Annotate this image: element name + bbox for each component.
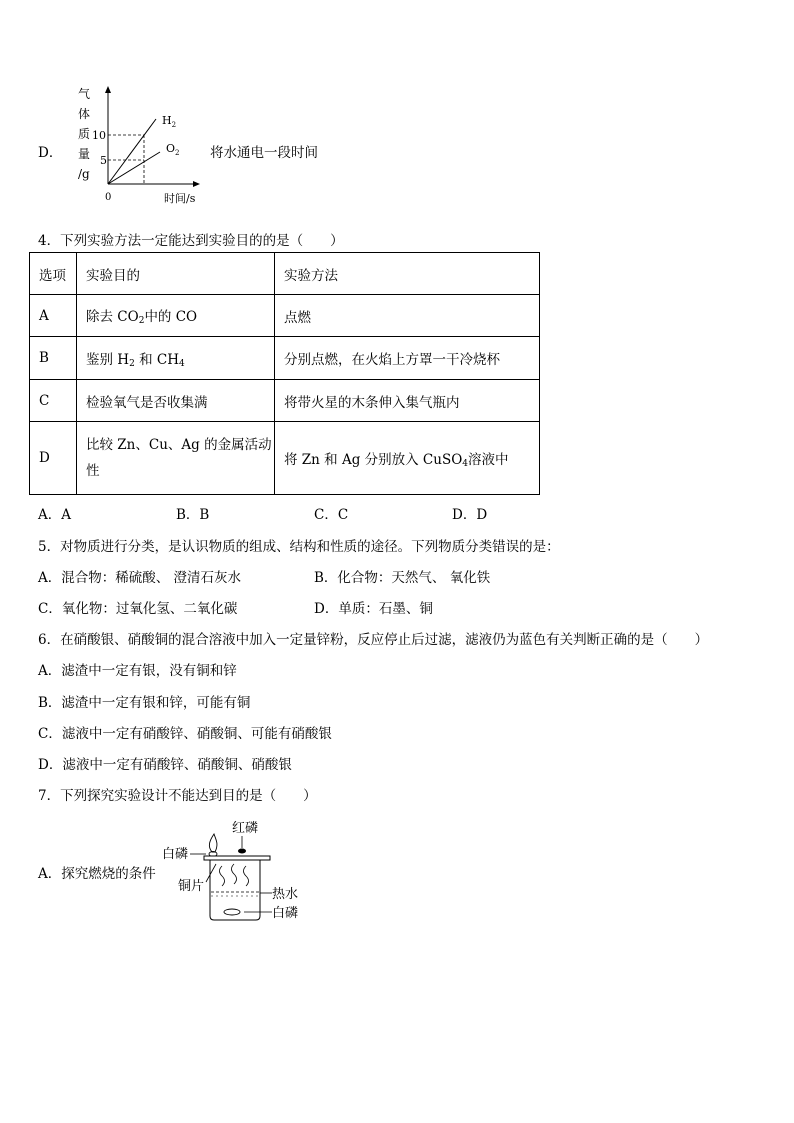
table-cell: C [30,380,77,422]
q6-stem: 6．在硝酸银、硝酸铜的混合溶液中加入一定量锌粉，反应停止后过滤，滤液仍为蓝色有关判断正确的是（ ） [38,632,709,648]
table-row [30,253,540,295]
y-axis-label-char: 质 [78,127,91,141]
y-axis-label-char: 量 [78,147,91,161]
table-header: 实验方法 [275,253,540,295]
q6-option-a: A．滤渣中一定有银，没有铜和锌 [38,663,237,679]
table-cell: 除去 $CO_2$中的 CO [77,295,275,337]
o2-line [108,152,160,184]
q5-option-c: C．氧化物：过氧化氢、二氧化碳 [38,601,238,617]
table-row [30,337,540,380]
x-axis-label: 时间/s [164,192,196,205]
table-cell: 鉴别 $H_2$ 和 $CH_4$ [77,337,275,380]
table-row [30,422,540,495]
flame-icon [209,834,217,852]
q5-stem: 5．对物质进行分类，是认识物质的组成、结构和性质的途径。下列物质分类错误的是： [38,539,560,555]
table-cell: A [30,295,77,337]
origin-label: 0 [105,192,112,203]
y-tick-label: 5 [100,154,107,167]
q7-stem: 7．下列探究实验设计不能达到目的是（ ） [38,788,317,804]
leader-line [206,864,216,882]
copper-sheet [204,856,270,860]
q4-choice-b: B．B [176,507,210,523]
o2-label: $O_2$ [166,142,180,157]
q6-option-c: C．滤液中一定有硝酸锌、硝酸铜、可能有硝酸银 [38,726,332,742]
x-axis-arrow [193,181,200,187]
red-phosphorus-label: 红磷 [232,821,259,836]
y-axis-label-char: 气 [78,87,91,101]
table-cell: D [30,422,77,495]
table-cell: 检验氧气是否收集满 [77,380,275,422]
h2-label: $H_2$ [162,114,177,129]
table-cell: 比较 Zn、Cu、Ag 的金属活动 性 [77,422,275,495]
q5-option-a: A．混合物：稀硫酸、 澄清石灰水 [38,570,242,586]
y-axis-label-char: 体 [78,107,91,121]
red-phosphorus [238,849,246,854]
q4-choice-d: D．D [452,507,488,523]
q5-option-b: B．化合物：天然气、 氧化铁 [314,570,491,586]
y-axis-label-char: /g [78,167,90,181]
q5-option-d: D．单质：石墨、铜 [314,601,433,617]
table-row [30,295,540,337]
white-phosphorus-submerged [224,909,240,915]
gas-mass-time-graph [72,84,222,209]
q7-option-a: A．探究燃烧的条件 [38,866,156,882]
q4-choice-a: A．A [38,507,71,523]
h2-line [108,119,156,184]
table-header: 实验目的 [77,253,275,295]
table-cell: 将带火星的木条伸入集气瓶内 [275,380,540,422]
q6-option-d: D．滤液中一定有硝酸锌、硝酸铜、硝酸银 [38,757,292,773]
copper-sheet-label: 铜片 [178,879,205,894]
white-phosphorus-bottom-label: 白磷 [272,906,299,921]
q4-choice-c: C．C [314,507,349,523]
y-axis-arrow [105,86,111,93]
y-tick-label: 10 [92,129,106,142]
vapor-swirl [244,866,249,886]
q3-option-d-label: D． [38,145,63,161]
table-cell: 将 Zn 和 Ag 分别放入 CuSO$_4$溶液中 [275,422,540,495]
hot-water-label: 热水 [272,887,299,902]
table-cell: 点燃 [275,295,540,337]
q3-option-d-description: 将水通电一段时间 [210,145,318,161]
table-header: 选项 [30,253,77,295]
table-cell: B [30,337,77,380]
q4-stem: 4．下列实验方法一定能达到实验目的的是（ ） [38,233,344,249]
q6-option-b: B．滤渣中一定有银和锌，可能有铜 [38,695,251,711]
beaker [210,860,260,920]
vapor-swirl [220,866,225,886]
white-phosphorus-top-label: 白磷 [162,847,189,862]
combustion-experiment-figure [160,816,310,926]
table-row [30,380,540,422]
q4-table [29,252,540,495]
vapor-swirl [232,864,237,884]
table-cell: 分别点燃，在火焰上方罩一干冷烧杯 [275,337,540,380]
